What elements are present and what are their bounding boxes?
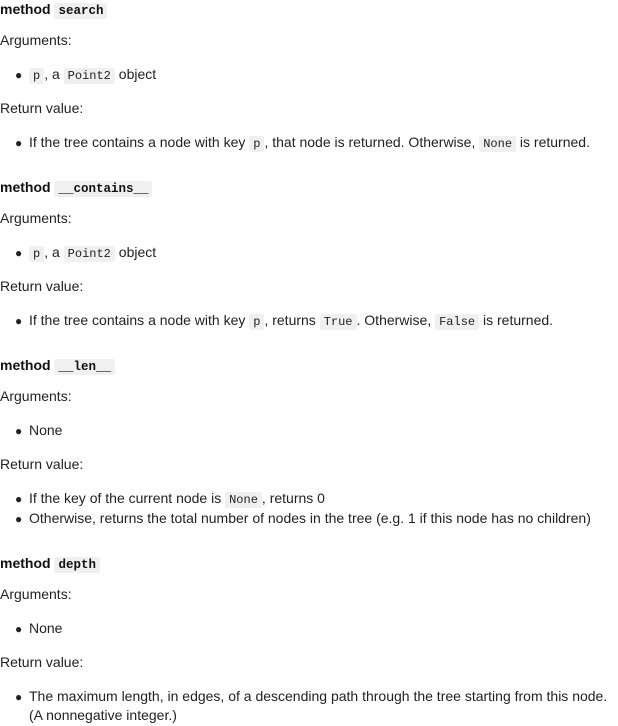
arguments-label: Arguments: [0,32,72,48]
bullet-icon: ● [15,690,23,704]
bullet-icon: ● [15,246,23,260]
inline-code: False [435,314,479,330]
return-text: . Otherwise, [356,312,436,328]
method-name-code: __contains__ [54,181,152,197]
return-text: , that node is returned. Otherwise, [264,134,480,150]
argument-text: object [114,244,157,260]
argument-text: object [114,66,157,82]
inline-code: Point2 [64,246,115,262]
argument-text: , a [44,66,64,82]
return-text-continuation: (A nonnegative integer.) [29,707,177,723]
inline-code: p [249,314,264,330]
argument-list-item [15,619,62,638]
method-name-code: __len__ [54,359,115,375]
argument-list-item [15,421,62,440]
return-text: Otherwise, returns the total number of nodes in the tree (e.g. 1 if this node has no children) [29,510,591,526]
return-list-item [15,687,607,706]
bullet-icon: ● [15,314,23,328]
arguments-label: Arguments: [0,210,72,226]
inline-code: None [225,492,262,508]
inline-code: p [249,136,264,152]
method-name-code: search [54,3,107,19]
bullet-icon: ● [15,492,23,506]
bullet-icon: ● [15,622,23,636]
arguments-label: Arguments: [0,388,72,404]
bullet-icon: ● [15,68,23,82]
return-value-label: Return value: [0,100,84,116]
return-list-item [15,311,553,331]
method-heading-len [0,356,115,376]
return-value-label: Return value: [0,654,84,670]
method-keyword: method [0,1,51,17]
inline-code: p [29,246,44,262]
return-text: The maximum length, in edges, of a descending path through the tree starting from this node. [29,688,608,704]
return-text: , returns 0 [261,490,325,506]
return-text: If the tree contains a node with key [29,312,250,328]
argument-list-item [15,65,156,85]
return-text: is returned. [516,134,590,150]
return-text: is returned. [479,312,554,328]
return-list-item [15,133,590,153]
arguments-label: Arguments: [0,586,72,602]
return-list-item [15,509,591,528]
return-text: If the key of the current node is [29,490,226,506]
inline-code: p [29,68,44,84]
method-heading-contains [0,178,152,198]
return-value-label: Return value: [0,456,84,472]
method-heading-search [0,0,107,20]
method-keyword: method [0,357,51,373]
return-text: , returns [264,312,320,328]
inline-code: Point2 [64,68,115,84]
argument-text: None [29,620,63,636]
bullet-icon: ● [15,512,23,526]
inline-code: True [320,314,357,330]
bullet-icon: ● [15,424,23,438]
inline-code: None [479,136,516,152]
return-value-label: Return value: [0,278,84,294]
method-keyword: method [0,179,51,195]
method-keyword: method [0,555,51,571]
return-text: If the tree contains a node with key [29,134,250,150]
method-name-code: depth [54,557,100,573]
bullet-icon: ● [15,136,23,150]
method-heading-depth [0,554,100,574]
argument-text: , a [44,244,64,260]
return-list-item [15,489,325,509]
argument-list-item [15,243,156,263]
argument-text: None [29,422,63,438]
